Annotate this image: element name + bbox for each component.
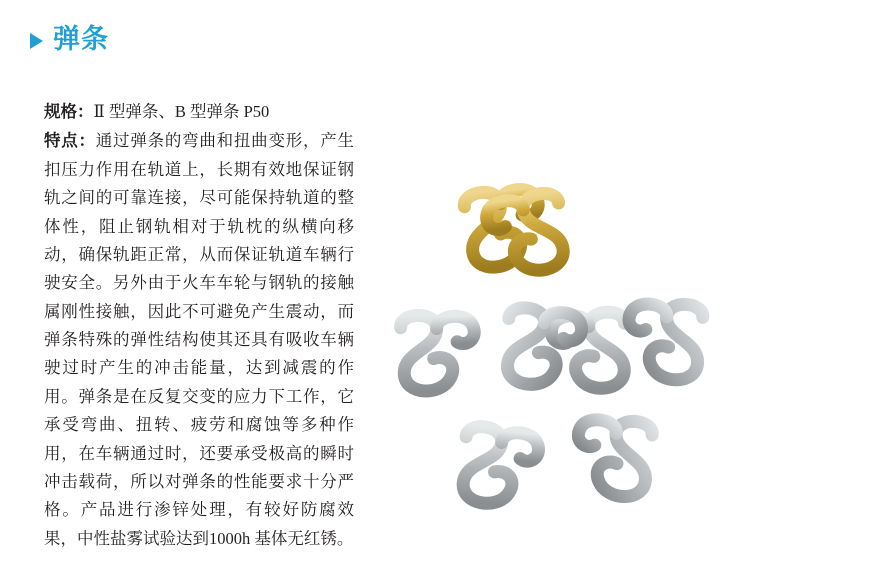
- clip-steel-left: [400, 313, 476, 391]
- page-title: 弹条: [53, 24, 109, 54]
- clip-steel-right: [551, 312, 627, 390]
- feature-label: 特点：: [44, 131, 96, 151]
- clip-steel-bottom-left: [459, 425, 540, 508]
- spec-label: 规格：: [44, 102, 94, 121]
- feature-value: 通过弹条的弯曲和扭曲变形，产生扣压力作用在轨道上，长期有效地保证钢轨之间的可靠连接，尽可能保持轨道的整体性，阻止钢轨相对于轨枕的纵横向移动，确保轨距正常，从而保证轨道车辆行驶安全。另外由于火车车轮与钢轨的接触属刚性接触，因此不可避免产生震动，而弹条特殊的弹性结构使其还具有吸收车辆驶过时产生的冲击能量，达到减震的作用。弹条是在反复交变的应力下工作，它承受弯曲、扭转、疲劳和腐蚀等多种作用，在车辆通过时，还要承受极高的瞬时冲击载荷，所以对弹条的性能要求十分严格。产品进行渗锌处理，有较好防腐效果，中性盐雾试验达到1000h 基体无红锈。: [44, 131, 355, 548]
- description-block: [44, 98, 354, 554]
- spring-clips-photo: [382, 150, 852, 550]
- feature-paragraph: [44, 127, 354, 553]
- triangle-right-icon: [30, 33, 43, 49]
- spring-clips-illustration: [382, 150, 852, 550]
- spec-value: Ⅱ 型弹条、B 型弹条 P50: [93, 102, 270, 121]
- clip-steel-center-right: [625, 301, 704, 382]
- spec-paragraph: [44, 98, 354, 126]
- page-title-row: [30, 26, 109, 53]
- clip-steel-bottom-right: [572, 416, 653, 499]
